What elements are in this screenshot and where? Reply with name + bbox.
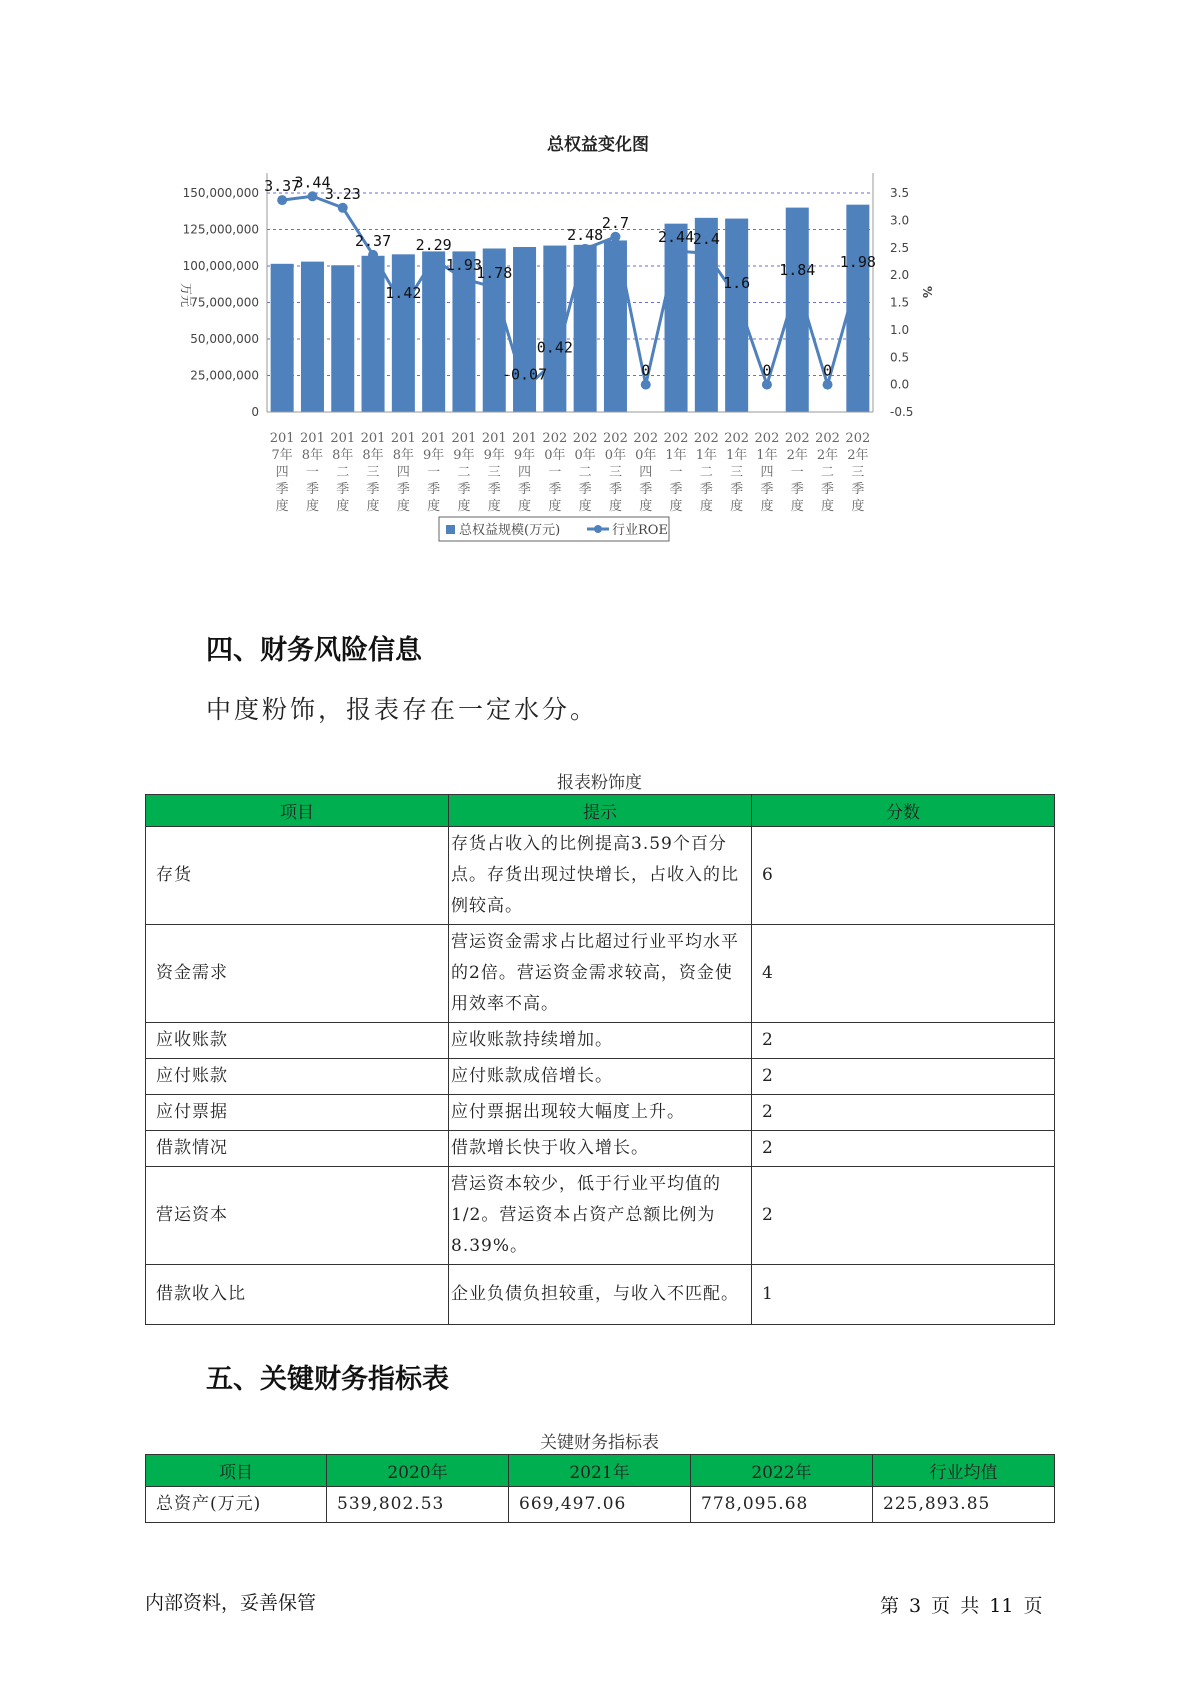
x-tick-label: 四 <box>639 465 653 480</box>
y-tick-label: 150,000,000 <box>182 186 259 200</box>
x-tick-label: 度 <box>730 499 744 514</box>
roe-point <box>398 302 408 312</box>
y2-tick-label: 2.5 <box>890 240 910 255</box>
x-tick-label: 0年 <box>544 448 566 463</box>
legend-line-marker <box>594 525 602 533</box>
y-tick-label: 0 <box>251 405 259 419</box>
roe-point <box>792 279 802 289</box>
value-cell: 225,893.85 <box>873 1487 1055 1523</box>
table-caption-window-dressing: 报表粉饰度 <box>557 773 642 793</box>
x-tick-label: 四 <box>518 465 532 480</box>
roe-data-label: 1.93 <box>445 255 483 274</box>
roe-point <box>701 248 711 258</box>
table-row <box>146 1023 1055 1059</box>
x-tick-label: 季 <box>275 482 289 497</box>
x-tick-label: 0年 <box>635 448 657 463</box>
x-tick-label: 0年 <box>574 448 596 463</box>
table-header-row <box>146 1455 1055 1487</box>
x-tick-label: 季 <box>821 482 835 497</box>
roe-data-label: 1.42 <box>385 283 422 302</box>
column-header: 2020年 <box>327 1455 509 1487</box>
x-tick-label: 季 <box>427 482 441 497</box>
x-tick-label: 四 <box>760 465 774 480</box>
x-tick-label: 度 <box>275 499 289 514</box>
roe-data-label: 2.4 <box>692 230 720 249</box>
x-tick-label: 0年 <box>604 448 627 463</box>
equity-bar <box>574 245 597 412</box>
x-tick-label: 一 <box>427 465 441 480</box>
y2-tick-label: 3.0 <box>890 213 910 228</box>
equity-bar <box>331 265 354 412</box>
table-row <box>146 925 1055 1023</box>
key-indicators-table <box>145 1454 1055 1523</box>
roe-point <box>277 195 287 205</box>
section-heading-key-indicators: 五、关键财务指标表 <box>206 1364 449 1395</box>
section-heading-financial-risk: 四、财务风险信息 <box>206 635 422 666</box>
x-tick-label: 201 <box>269 431 295 446</box>
x-tick-label: 202 <box>693 431 719 446</box>
x-tick-label: 季 <box>608 482 622 497</box>
roe-data-label: 0.42 <box>536 338 573 357</box>
y2-tick-label: 3.5 <box>890 186 910 200</box>
x-tick-label: 度 <box>396 499 410 514</box>
item-cell: 应付账款 <box>146 1059 449 1095</box>
chart-legend <box>439 517 669 541</box>
x-tick-label: 201 <box>390 431 416 446</box>
score-cell: 4 <box>752 925 1055 1023</box>
x-tick-label: 8年 <box>362 448 384 463</box>
y-tick-label: 100,000,000 <box>182 259 259 273</box>
roe-data-label: 3.44 <box>294 173 331 192</box>
score-cell: 6 <box>752 827 1055 925</box>
x-tick-label: 202 <box>815 431 840 446</box>
x-tick-label: 度 <box>518 499 532 514</box>
hint-cell: 营运资本较少，低于行业平均值的1/2。营运资本占资产总额比例为8.39%。 <box>449 1167 752 1265</box>
x-tick-label: 三 <box>730 465 744 480</box>
x-tick-label: 度 <box>305 499 319 514</box>
x-tick-label: 2年 <box>786 448 808 463</box>
roe-point <box>732 292 742 302</box>
chart-title: 总权益变化图 <box>547 135 649 155</box>
equity-bar <box>392 254 415 412</box>
x-tick-label: 二 <box>457 465 471 480</box>
hint-cell: 应付票据出现较大幅度上升。 <box>449 1095 752 1131</box>
equity-chart <box>150 135 1050 595</box>
roe-data-label: 0 <box>823 361 833 380</box>
roe-point <box>641 380 651 390</box>
roe-point <box>580 244 590 254</box>
x-tick-label: 度 <box>487 499 501 514</box>
legend-line-label: 行业ROE <box>612 523 668 538</box>
equity-bar <box>301 262 324 412</box>
x-tick-label: 8年 <box>301 448 324 463</box>
x-tick-label: 202 <box>724 431 750 446</box>
table-row <box>146 1487 1055 1523</box>
hint-cell: 借款增长快于收入增长。 <box>449 1131 752 1167</box>
x-tick-label: 202 <box>572 431 598 446</box>
x-tick-label: 2年 <box>816 448 839 463</box>
item-cell: 借款情况 <box>146 1131 449 1167</box>
y2-tick-label: 0.5 <box>890 350 910 365</box>
score-cell: 2 <box>752 1023 1055 1059</box>
roe-data-label: 2.44 <box>657 228 695 247</box>
roe-data-label: 2.29 <box>415 236 452 255</box>
x-tick-label: 季 <box>305 482 319 497</box>
score-cell: 2 <box>752 1167 1055 1265</box>
roe-point <box>459 274 469 284</box>
score-cell: 2 <box>752 1059 1055 1095</box>
roe-data-label: 0 <box>762 361 772 380</box>
x-tick-label: 度 <box>578 499 592 514</box>
equity-bar <box>271 264 294 412</box>
column-header: 项目 <box>146 795 449 827</box>
table-row <box>146 1131 1055 1167</box>
x-tick-label: 202 <box>784 431 810 446</box>
item-cell: 总资产(万元) <box>146 1487 327 1523</box>
hint-cell: 应收账款持续增加。 <box>449 1023 752 1059</box>
y-tick-label: 25,000,000 <box>190 368 259 383</box>
table-row <box>146 1265 1055 1325</box>
roe-point <box>610 232 620 242</box>
y2-tick-label: 1.0 <box>890 322 910 337</box>
x-tick-label: 度 <box>336 499 350 514</box>
roe-point <box>853 271 863 281</box>
roe-point <box>307 191 317 201</box>
x-tick-label: 季 <box>518 482 532 497</box>
x-tick-label: 季 <box>790 482 804 497</box>
x-tick-label: 四 <box>396 465 410 480</box>
roe-point <box>823 380 833 390</box>
x-tick-label: 8年 <box>332 448 354 463</box>
x-tick-label: 201 <box>481 431 507 446</box>
x-tick-label: 季 <box>760 482 774 497</box>
x-tick-label: 度 <box>699 499 713 514</box>
x-tick-label: 二 <box>821 465 835 480</box>
x-tick-label: 202 <box>663 431 689 446</box>
x-tick-label: 季 <box>457 482 471 497</box>
y-tick-label: 75,000,000 <box>190 295 259 310</box>
x-tick-label: 202 <box>633 431 659 446</box>
x-tick-label: 二 <box>336 465 350 480</box>
x-tick-label: 1年 <box>756 448 778 463</box>
footer-confidential-note: 内部资料，妥善保管 <box>145 1592 317 1614</box>
roe-data-label: 2.48 <box>567 225 604 244</box>
equity-bar <box>604 240 627 412</box>
y2-axis-label: % <box>920 285 934 299</box>
x-tick-label: 季 <box>639 482 653 497</box>
hint-cell: 营运资金需求占比超过行业平均水平的2倍。营运资金需求较高，资金使用效率不高。 <box>449 925 752 1023</box>
footer-page-number: 第 3 页 共 11 页 <box>880 1595 1043 1617</box>
roe-data-label: 3.23 <box>324 184 361 203</box>
roe-data-label: 1.84 <box>779 260 816 279</box>
x-tick-label: 季 <box>851 482 865 497</box>
x-tick-label: 201 <box>512 431 537 446</box>
x-tick-label: 7年 <box>271 448 293 463</box>
x-tick-label: 度 <box>366 499 380 514</box>
x-tick-label: 度 <box>608 499 622 514</box>
equity-bar <box>422 251 445 412</box>
roe-point <box>671 246 681 256</box>
column-header: 2021年 <box>509 1455 691 1487</box>
item-cell: 应付票据 <box>146 1095 449 1131</box>
equity-bar <box>723 219 751 412</box>
item-cell: 营运资本 <box>146 1167 449 1265</box>
x-tick-label: 201 <box>300 431 325 446</box>
x-tick-label: 202 <box>603 431 628 446</box>
x-tick-label: 2年 <box>847 448 869 463</box>
column-header: 提示 <box>449 795 752 827</box>
table-header-row <box>146 795 1055 827</box>
roe-data-label: 3.37 <box>264 177 301 196</box>
x-tick-label: 二 <box>699 465 713 480</box>
x-tick-label: 度 <box>639 499 653 514</box>
x-tick-label: 度 <box>669 499 683 514</box>
column-header: 行业均值 <box>873 1455 1055 1487</box>
risk-summary: 中度粉饰，报表存在一定水分。 <box>206 695 599 724</box>
hint-cell: 企业负债负担较重，与收入不匹配。 <box>449 1265 752 1325</box>
column-header: 项目 <box>146 1455 327 1487</box>
roe-data-label: 2.37 <box>354 231 392 250</box>
item-cell: 借款收入比 <box>146 1265 449 1325</box>
x-tick-label: 季 <box>548 482 562 497</box>
legend-bar-swatch <box>446 525 455 534</box>
x-tick-label: 三 <box>608 465 622 480</box>
y-axis-label: 万元 <box>179 282 193 308</box>
x-tick-label: 度 <box>427 499 441 514</box>
roe-point <box>338 203 348 213</box>
roe-point <box>520 383 530 393</box>
x-tick-label: 202 <box>754 431 780 446</box>
roe-data-label: 2.7 <box>601 213 629 232</box>
x-tick-label: 三 <box>851 465 865 480</box>
x-tick-label: 季 <box>730 482 744 497</box>
hint-cell: 应付账款成倍增长。 <box>449 1059 752 1095</box>
score-cell: 2 <box>752 1095 1055 1131</box>
x-tick-label: 度 <box>851 499 865 514</box>
table-row <box>146 1095 1055 1131</box>
table-row <box>146 1059 1055 1095</box>
x-tick-label: 度 <box>760 499 774 514</box>
x-tick-label: 季 <box>336 482 350 497</box>
x-tick-label: 一 <box>669 465 683 480</box>
x-tick-label: 度 <box>548 499 562 514</box>
x-tick-label: 1年 <box>726 448 748 463</box>
x-tick-label: 一 <box>305 465 319 480</box>
x-tick-label: 度 <box>457 499 471 514</box>
y-tick-label: 125,000,000 <box>182 222 259 237</box>
x-tick-label: 四 <box>275 465 289 480</box>
x-tick-label: 201 <box>330 431 356 446</box>
x-tick-label: 201 <box>360 431 386 446</box>
table-row <box>146 827 1055 925</box>
x-tick-label: 季 <box>366 482 380 497</box>
x-tick-label: 一 <box>548 465 562 480</box>
score-cell: 2 <box>752 1131 1055 1167</box>
x-tick-label: 202 <box>542 431 568 446</box>
x-tick-label: 8年 <box>392 448 414 463</box>
y2-tick-label: -0.5 <box>890 405 914 419</box>
x-tick-label: 201 <box>451 431 477 446</box>
x-tick-label: 季 <box>578 482 592 497</box>
x-tick-label: 季 <box>396 482 410 497</box>
y2-tick-label: 0.0 <box>890 377 910 392</box>
x-tick-label: 三 <box>366 465 380 480</box>
table-row <box>146 1167 1055 1265</box>
x-tick-label: 二 <box>578 465 592 480</box>
x-tick-label: 1年 <box>665 448 687 463</box>
x-tick-label: 9年 <box>483 448 505 463</box>
legend-bar-label: 总权益规模(万元) <box>459 523 561 538</box>
roe-point <box>762 380 772 390</box>
x-tick-label: 度 <box>790 499 804 514</box>
roe-data-label: 1.78 <box>476 264 513 283</box>
x-tick-label: 9年 <box>453 448 475 463</box>
value-cell: 539,802.53 <box>327 1487 509 1523</box>
roe-data-label: 1.6 <box>723 274 751 293</box>
roe-point <box>429 254 439 264</box>
value-cell: 778,095.68 <box>691 1487 873 1523</box>
roe-point <box>550 357 560 367</box>
y-tick-label: 50,000,000 <box>190 332 259 346</box>
column-header: 分数 <box>752 795 1055 827</box>
item-cell: 应收账款 <box>146 1023 449 1059</box>
y2-tick-label: 2.0 <box>890 268 910 283</box>
roe-data-label: -0.07 <box>501 365 548 384</box>
x-tick-label: 三 <box>487 465 501 480</box>
roe-data-label: 0 <box>641 361 651 380</box>
column-header: 2022年 <box>691 1455 873 1487</box>
item-cell: 资金需求 <box>146 925 449 1023</box>
value-cell: 669,497.06 <box>509 1487 691 1523</box>
item-cell: 存货 <box>146 827 449 925</box>
x-tick-label: 一 <box>790 465 804 480</box>
window-dressing-table <box>145 794 1055 1325</box>
equity-bar <box>362 256 385 412</box>
y2-tick-label: 1.5 <box>890 295 910 310</box>
x-tick-label: 季 <box>487 482 501 497</box>
roe-point <box>368 250 378 260</box>
x-tick-label: 202 <box>845 431 871 446</box>
hint-cell: 存货占收入的比例提高3.59个百分点。存货出现过快增长，占收入的比例较高。 <box>449 827 752 925</box>
x-tick-label: 9年 <box>423 448 445 463</box>
roe-point <box>489 282 499 292</box>
x-tick-label: 1年 <box>695 448 717 463</box>
score-cell: 1 <box>752 1265 1055 1325</box>
x-tick-label: 季 <box>699 482 713 497</box>
x-tick-label: 季 <box>669 482 683 497</box>
x-tick-label: 9年 <box>513 448 536 463</box>
x-tick-label: 201 <box>421 431 447 446</box>
x-tick-label: 度 <box>821 499 835 514</box>
table-caption-key-indicators: 关键财务指标表 <box>540 1433 659 1453</box>
roe-data-label: 1.98 <box>839 253 876 272</box>
